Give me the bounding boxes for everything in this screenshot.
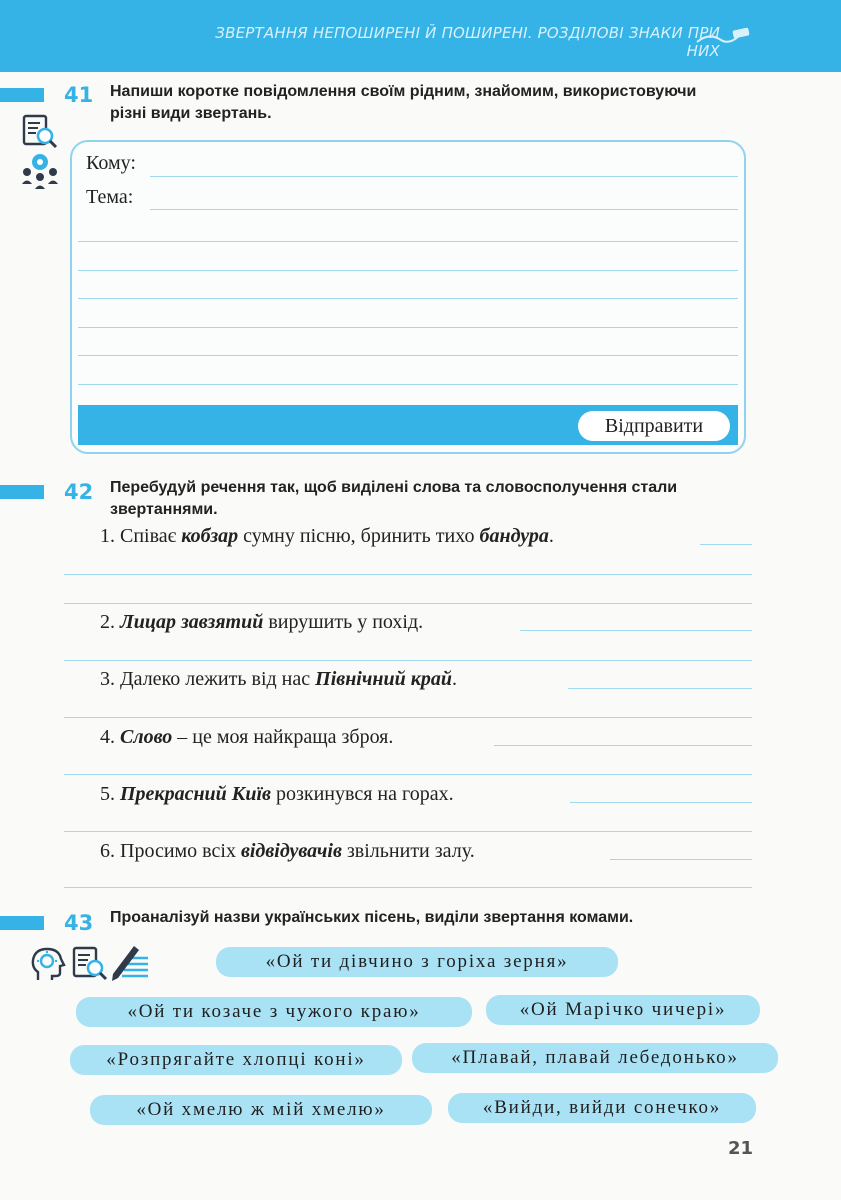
highlighted-word: Лицар завзятий bbox=[120, 611, 264, 633]
head-idea-icon bbox=[30, 946, 68, 984]
sentence-4: 4. Слово – це моя найкраща зброя. bbox=[100, 726, 394, 748]
song-title: «Ой ти дівчино з горіха зерня» bbox=[216, 947, 618, 977]
task-42-number: 42 bbox=[64, 480, 94, 504]
message-line[interactable] bbox=[78, 384, 738, 385]
sentence-5: 5. Прекрасний Київ розкинувся на горах. bbox=[100, 783, 454, 805]
song-title: «Ой Марічко чичері» bbox=[486, 995, 760, 1025]
subject-input-line[interactable] bbox=[150, 209, 738, 210]
answer-line[interactable] bbox=[494, 745, 752, 746]
sentence-3: 3. Далеко лежить від нас Північний край. bbox=[100, 668, 457, 690]
answer-line[interactable] bbox=[568, 688, 752, 689]
answer-line[interactable] bbox=[610, 859, 752, 860]
pen-icon bbox=[695, 24, 751, 48]
message-line[interactable] bbox=[78, 298, 738, 299]
highlighted-word: відвідувачів bbox=[240, 840, 342, 862]
task-42-instruction-line1: Перебудуй речення так, щоб виділені слова та словосполучення стали bbox=[110, 479, 678, 496]
send-button[interactable]: Відправити bbox=[578, 411, 730, 441]
song-title: «Розпрягайте хлопці коні» bbox=[70, 1045, 402, 1075]
song-title: «Ой ти козаче з чужого краю» bbox=[76, 997, 472, 1027]
sentence-1: 1. Співає кобзар сумну пісню, бринить тихо бандура. bbox=[100, 525, 554, 547]
highlighted-word: Прекрасний Київ bbox=[120, 783, 271, 805]
task-43-bar bbox=[0, 916, 44, 930]
answer-line[interactable] bbox=[64, 717, 752, 718]
task-41-instruction-line1: Напиши коротке повідомлення своїм рідним, знайомим, використовуючи bbox=[110, 83, 697, 100]
page-number: 21 bbox=[728, 1138, 754, 1159]
song-title: «Ой хмелю ж мій хмелю» bbox=[90, 1095, 432, 1125]
section-title: ЗВЕРТАННЯ НЕПОШИРЕНІ Й ПОШИРЕНІ. РОЗДІЛОВІ ЗНАКИ ПРИ НИХ bbox=[215, 24, 720, 60]
sentence-number: 2. bbox=[100, 611, 115, 633]
task-42-bar bbox=[0, 485, 44, 499]
task-41-instruction-line2: різні види звертань. bbox=[110, 105, 272, 122]
answer-line[interactable] bbox=[64, 603, 752, 604]
sentence-number: 5. bbox=[100, 783, 115, 805]
book-search-icon bbox=[70, 944, 110, 984]
highlighted-word: кобзар bbox=[181, 525, 239, 547]
message-line[interactable] bbox=[78, 270, 738, 271]
highlighted-word: Північний край bbox=[315, 668, 452, 690]
answer-line[interactable] bbox=[570, 802, 752, 803]
highlighted-word: Слово bbox=[120, 726, 173, 748]
answer-line[interactable] bbox=[64, 831, 752, 832]
book-search-icon bbox=[20, 112, 60, 152]
task-42-instruction-line2: звертаннями. bbox=[110, 501, 218, 518]
message-line[interactable] bbox=[78, 241, 738, 242]
task-41-number: 41 bbox=[64, 83, 94, 107]
song-title: «Вийди, вийди сонечко» bbox=[448, 1093, 756, 1123]
message-line[interactable] bbox=[78, 355, 738, 356]
answer-line[interactable] bbox=[64, 887, 752, 888]
to-input-line[interactable] bbox=[150, 176, 738, 177]
sentence-number: 6. bbox=[100, 840, 115, 862]
highlighted-word: бандура bbox=[479, 525, 549, 547]
task-43-number: 43 bbox=[64, 911, 94, 935]
pen-writing-icon bbox=[108, 944, 150, 984]
sentence-2: 2. Лицар завзятий вирушить у похід. bbox=[100, 611, 424, 633]
task-41-bar bbox=[0, 88, 44, 102]
task-43-instruction: Проаналізуй назви українських пісень, виділи звертання комами. bbox=[110, 909, 634, 926]
answer-line[interactable] bbox=[520, 630, 752, 631]
sentence-number: 3. bbox=[100, 668, 115, 690]
sentence-number: 4. bbox=[100, 726, 115, 748]
subject-label: Тема: bbox=[86, 186, 134, 208]
answer-line[interactable] bbox=[700, 544, 752, 545]
sentence-number: 1. bbox=[100, 525, 115, 547]
sentence-6: 6. Просимо всіх відвідувачів звільнити залу. bbox=[100, 840, 475, 862]
answer-line[interactable] bbox=[64, 574, 752, 575]
message-line[interactable] bbox=[78, 327, 738, 328]
answer-line[interactable] bbox=[64, 660, 752, 661]
group-work-icon bbox=[20, 150, 60, 190]
to-label: Кому: bbox=[86, 152, 136, 174]
song-title: «Плавай, плавай лебедонько» bbox=[412, 1043, 778, 1073]
answer-line[interactable] bbox=[64, 774, 752, 775]
